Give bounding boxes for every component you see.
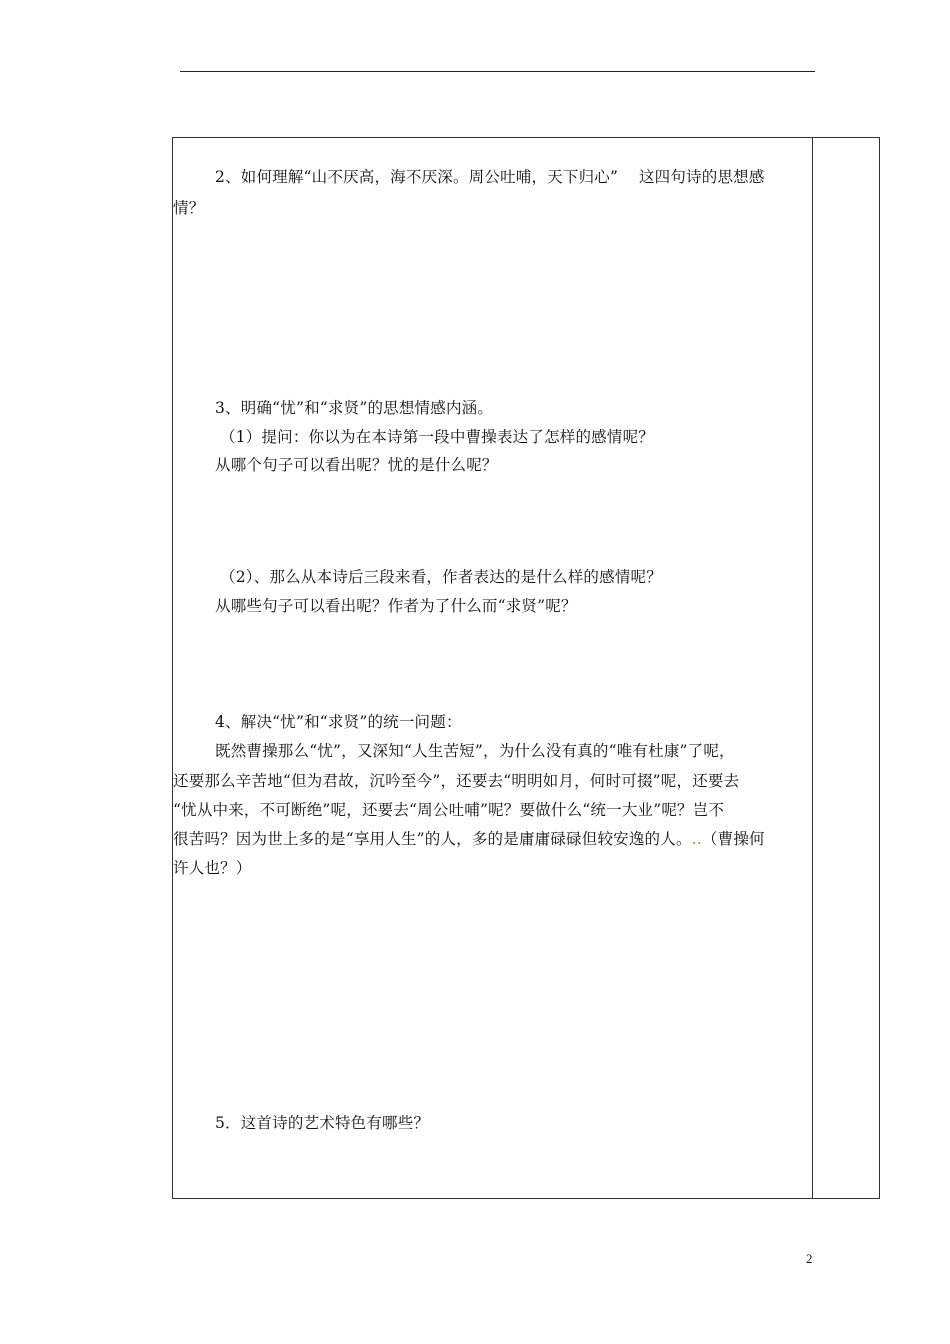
question-3-sub1-line-2: 从哪个句子可以看出呢？忧的是什么呢？ <box>215 456 498 474</box>
question-cell <box>173 138 811 1198</box>
question-5-title: 5．这首诗的艺术特色有哪些？ <box>215 1114 430 1132</box>
question-2-line-2: 情？ <box>173 199 205 217</box>
question-4-line-5: 许人也？） <box>173 859 252 877</box>
question-4-line-2: 还要那么辛苦地“但为君故，沉吟至今”，还要去“明明如月，何时可掇”呢，还要去 <box>173 772 740 790</box>
question-4-line-4 <box>173 830 765 848</box>
question-3-sub2-line-1: （2）、那么从本诗后三段来看，作者表达的是什么样的感情呢？ <box>220 568 662 586</box>
header-rule <box>180 71 815 72</box>
page-number: 2 <box>806 1251 813 1266</box>
question-3-title: 3、明确“忧”和“求贤”的思想情感内涵。 <box>215 399 494 417</box>
question-4-title: 4、解决“忧”和“求贤”的统一问题： <box>215 713 462 731</box>
question-4-line-3: “忧从中来，不可断绝”呢，还要去“周公吐哺”呢？要做什么“统一大业”呢？岂不 <box>173 801 725 819</box>
question-4-line-4-main: 很苦吗？因为世上多的是“享用人生”的人，多的是庸庸碌碌但较安逸的人。 <box>173 830 692 848</box>
question-3-sub2-line-2: 从哪些句子可以看出呢？作者为了什么而“求贤”呢？ <box>215 597 577 615</box>
question-2-line-1: 2、如何理解“山不厌高，海不厌深。周公吐哺，天下归心” 这四句诗的思想感 <box>215 168 765 186</box>
question-4-line-1: 既然曹操那么“忧”，又深知“人生苦短”，为什么没有真的“唯有杜康”了呢， <box>215 742 735 760</box>
question-4-line-4-dots: .. <box>691 830 702 848</box>
question-4-line-4-end: （曹操何 <box>701 830 765 848</box>
question-3-sub1-line-1: （1）提问：你以为在本诗第一段中曹操表达了怎样的感情呢？ <box>220 428 654 446</box>
notes-column-divider <box>812 137 813 1199</box>
